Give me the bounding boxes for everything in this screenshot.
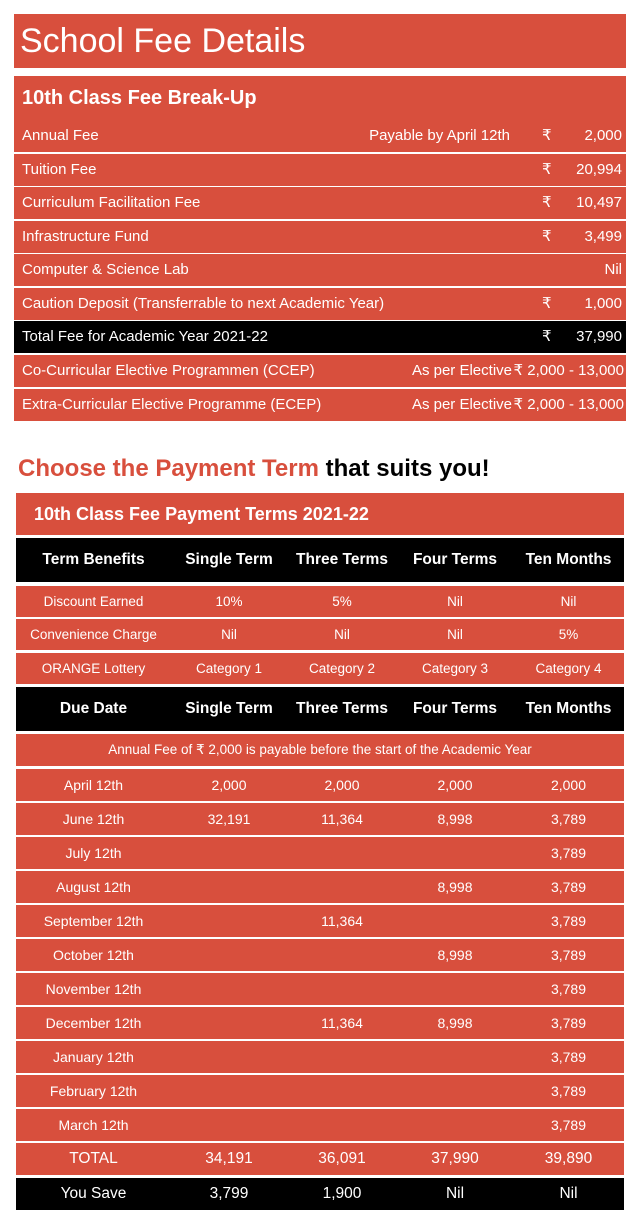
breakup-title: 10th Class Fee Break-Up — [14, 76, 626, 121]
fee-row-tuition — [14, 154, 626, 186]
table-cell: 3,789 — [550, 947, 587, 963]
benefits-header-row — [16, 538, 624, 582]
table-row — [16, 973, 624, 1005]
table-cell: Category 2 — [308, 661, 376, 676]
table-row — [16, 1007, 624, 1039]
total-cell: 39,890 — [544, 1150, 593, 1167]
column-header: Four Terms — [412, 700, 498, 717]
table-row — [16, 769, 624, 801]
table-row — [16, 837, 624, 869]
column-header: Single Term — [185, 551, 273, 568]
elective-note: As per Elective — [411, 362, 512, 379]
fee-label: Curriculum Facilitation Fee — [22, 194, 201, 211]
table-cell: 3,789 — [550, 845, 587, 861]
due-date: July 12th — [65, 845, 122, 861]
heading-rest: that suits you! — [318, 455, 490, 482]
fee-amount: Nil — [604, 261, 622, 278]
due-date: February 12th — [49, 1083, 138, 1099]
fee-row-infrastructure — [14, 221, 626, 253]
elective-label: Co-Curricular Elective Programmen (CCEP) — [22, 362, 315, 379]
table-cell: 8,998 — [437, 947, 473, 963]
table-cell: 3,789 — [550, 913, 587, 929]
table-row — [16, 905, 624, 937]
total-row — [16, 1143, 624, 1175]
savings-cell: Nil — [559, 1185, 578, 1202]
due-date: April 12th — [63, 777, 124, 793]
table-cell: 10% — [215, 594, 243, 609]
due-date: August 12th — [56, 879, 131, 895]
fee-row-ecep — [14, 389, 626, 421]
table-cell: 11,364 — [321, 913, 363, 929]
currency-symbol: ₹ — [542, 161, 552, 178]
fee-row-lab — [14, 254, 626, 286]
table-cell: 3,789 — [550, 1049, 587, 1065]
column-header: Ten Months — [525, 551, 612, 568]
table-cell: 3,789 — [550, 1083, 587, 1099]
table-cell: Category 1 — [195, 661, 263, 676]
fee-label: Tuition Fee — [22, 161, 97, 178]
table-cell: 5% — [558, 627, 579, 642]
savings-cell: Nil — [445, 1185, 465, 1202]
column-header: Single Term — [185, 700, 273, 717]
table-cell: ORANGE Lottery — [41, 661, 146, 676]
annual-fee-notice: Annual Fee of ₹ 2,000 is payable before the start of the Academic Year — [16, 734, 624, 766]
fee-label: Caution Deposit (Transferrable to next Academic Year) — [22, 295, 385, 312]
fee-label: Annual Fee — [22, 127, 99, 144]
fee-amount: 1,000 — [584, 295, 622, 312]
currency-symbol: ₹ — [542, 328, 552, 345]
page-title: School Fee Details — [14, 14, 626, 68]
fee-amount: 2,000 — [584, 127, 622, 144]
savings-cell: 3,799 — [209, 1185, 249, 1202]
benefit-row-convenience — [16, 619, 624, 650]
total-amount: 37,990 — [576, 328, 622, 345]
column-header: Term Benefits — [42, 551, 145, 568]
table-cell: 5% — [332, 594, 352, 609]
due-date: December 12th — [45, 1015, 142, 1031]
table-cell: 3,789 — [550, 981, 587, 997]
currency-symbol: ₹ — [542, 295, 552, 312]
savings-cell: 1,900 — [322, 1185, 362, 1202]
table-cell: 2,000 — [211, 777, 247, 793]
elective-range: ₹ 2,000 - 13,000 — [513, 396, 624, 413]
due-date: March 12th — [58, 1117, 129, 1133]
table-cell: Nil — [334, 627, 350, 642]
due-date-header-row — [16, 687, 624, 731]
table-cell: 2,000 — [437, 777, 473, 793]
due-date: January 12th — [53, 1049, 134, 1065]
fee-row-annual — [14, 120, 626, 152]
table-cell: 2,000 — [324, 777, 360, 793]
total-cell: 37,990 — [431, 1150, 479, 1167]
fee-label: Computer & Science Lab — [22, 261, 189, 278]
fee-row-total — [14, 321, 626, 353]
table-cell: Category 3 — [421, 661, 489, 676]
elective-label: Extra-Curricular Elective Programme (ECEP) — [22, 396, 322, 413]
table-cell: Nil — [560, 594, 577, 609]
total-label: Total Fee for Academic Year 2021-22 — [22, 328, 268, 345]
heading-accent: Choose the Payment Term — [18, 455, 319, 482]
table-cell: 8,998 — [437, 811, 473, 827]
table-row — [16, 939, 624, 971]
table-cell: 3,789 — [550, 1015, 587, 1031]
currency-symbol: ₹ — [542, 228, 552, 245]
table-cell: Discount Earned — [43, 594, 144, 609]
elective-range: ₹ 2,000 - 13,000 — [513, 362, 624, 379]
due-date: September 12th — [43, 913, 144, 929]
table-cell: Category 4 — [535, 661, 602, 676]
fee-row-caution — [14, 288, 626, 320]
table-cell: 11,364 — [321, 1015, 363, 1031]
table-cell: 2,000 — [550, 777, 587, 793]
total-label: TOTAL — [69, 1150, 118, 1167]
column-header: Ten Months — [525, 700, 612, 717]
table-row — [16, 871, 624, 903]
table-cell: Nil — [447, 627, 463, 642]
table-cell: 11,364 — [321, 811, 363, 827]
fee-amount: 3,499 — [584, 228, 622, 245]
table-cell: Nil — [221, 627, 237, 642]
table-cell: 3,789 — [550, 811, 587, 827]
savings-label: You Save — [60, 1185, 127, 1202]
table-cell: Nil — [447, 594, 463, 609]
benefit-row-lottery — [16, 653, 624, 684]
due-date: October 12th — [53, 947, 134, 963]
table-cell: 3,789 — [550, 1117, 587, 1133]
benefit-row-discount — [16, 586, 624, 617]
table-cell: Convenience Charge — [30, 627, 157, 642]
due-date: November 12th — [45, 981, 142, 997]
total-cell: 34,191 — [205, 1150, 253, 1167]
fee-note: Payable by April 12th — [369, 127, 510, 144]
savings-row — [16, 1178, 624, 1210]
due-date: June 12th — [62, 811, 125, 827]
table-row — [16, 1041, 624, 1073]
table-cell: 32,191 — [207, 811, 251, 827]
fee-label: Infrastructure Fund — [22, 228, 149, 245]
table-cell: 8,998 — [437, 879, 473, 895]
currency-symbol: ₹ — [542, 194, 552, 211]
column-header: Due Date — [59, 700, 128, 717]
elective-note: As per Elective — [411, 396, 512, 413]
column-header: Four Terms — [412, 551, 498, 568]
fee-amount: 10,497 — [576, 194, 622, 211]
table-row — [16, 1109, 624, 1141]
terms-title: 10th Class Fee Payment Terms 2021-22 — [16, 493, 624, 535]
column-header: Three Terms — [296, 551, 388, 568]
fee-row-ccep — [14, 355, 626, 387]
fee-amount: 20,994 — [576, 161, 622, 178]
table-cell: 3,789 — [550, 879, 587, 895]
fee-row-curriculum — [14, 187, 626, 219]
payment-term-heading — [18, 452, 490, 486]
table-row — [16, 1075, 624, 1107]
table-cell: 8,998 — [437, 1015, 473, 1031]
total-cell: 36,091 — [318, 1150, 366, 1167]
table-row — [16, 803, 624, 835]
column-header: Three Terms — [296, 700, 388, 717]
currency-symbol: ₹ — [542, 127, 552, 144]
